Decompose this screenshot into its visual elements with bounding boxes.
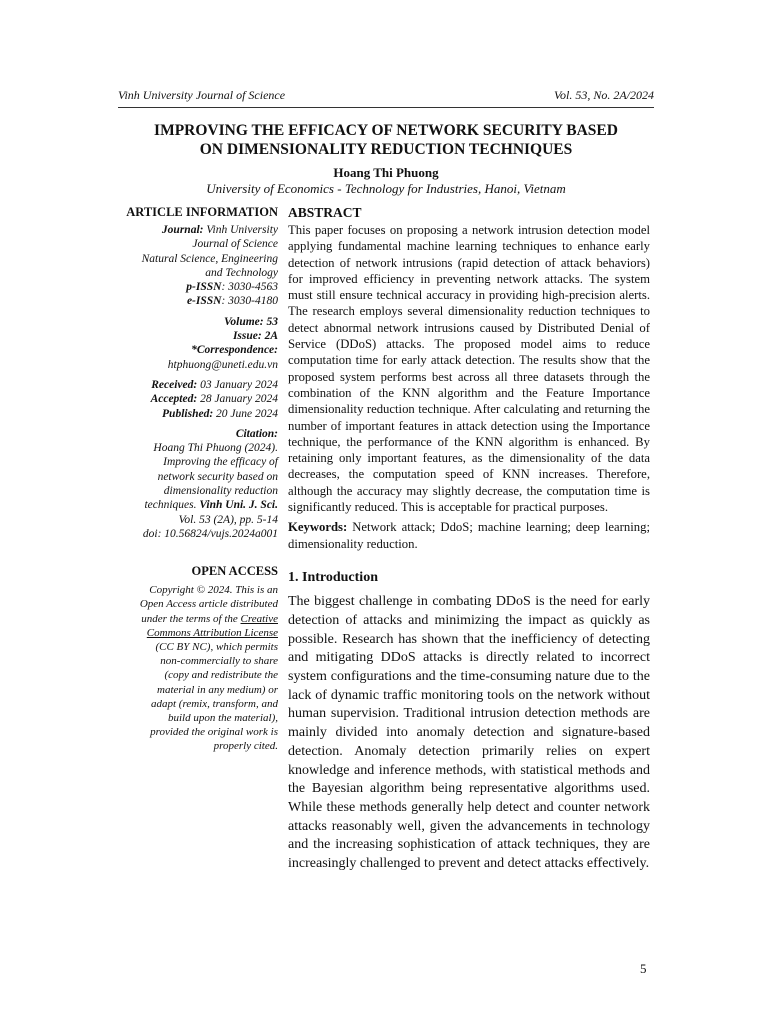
accepted-value: 28 January 2024 [197,393,278,406]
license-link-2[interactable]: Commons Attribution License [146,626,278,639]
introduction-text: The biggest challenge in combating DDoS is the need for early detection of attacks and minimizing the impact as quickly as possible. Research has shown that the inefficiency of detecting and mitigating DDoS attacks is directly related to incorrect system configurations and the time-consuming nature due to the lack of dynamic traffic monitoring tools on the network without human supervision. Traditional intrusion detection methods are mainly divided into anomaly detection and signature-based detection. Anomaly detection primarily relies on expert knowledge and inference methods, with statistical methods and the Bayesian algorithm being representative algorithms used. While these methods generally help detect and counter network attacks reasonably well, given the advancements in technology and the increasing sophistication of attack techniques, they are increasingly challenged to prevent and detect attacks effectively. [288,594,650,872]
received-label: Received: [151,378,198,391]
keywords-label: Keywords: [288,520,348,535]
citation-line-3: network security based on [157,470,278,483]
main-column [288,204,650,874]
journal-value-4: and Technology [205,266,278,279]
introduction-heading: 1. Introduction [288,569,378,585]
correspondence-label: *Correspondence: [191,344,278,357]
article-info-heading: ARTICLE INFORMATION [126,205,278,219]
copyright-line-2: Open Access article distributed [139,598,278,611]
copyright-line-8: adapt (remix, transform, and [150,697,278,710]
article-info-column [118,204,278,754]
eissn-value: : 3030-4180 [221,295,278,308]
copyright-line-9: build upon the material), [168,712,278,725]
citation-line-4: dimensionality reduction [163,485,278,498]
pissn-value: : 3030-4563 [221,281,278,294]
citation-journal-abbrev: Vinh Uni. J. Sci. [199,499,278,512]
abstract-text: This paper focuses on proposing a network intrusion detection model applying fundamental machine learning techniques to enhance early detection of network intrusions (rapid detection of attack behaviors) for improved efficiency in preventing network attacks. The system must still ensure technical accuracy in providing high-precision alerts. The research employs several dimensionality reduction techniques to detect abnormal network intrusions caused by Distributed Denial of Service (DDoS) attacks. The proposed model aims to reduce computation time for early attack detection. The results show that the proposed system performs best across all three datasets through the combination of the KNN algorithm and the Feature Importance dimensionality reduction technique. After calculating and returning the number of important features in attack detection using the Importance technique, the performance of the KNN algorithm is enhanced. By retaining only important features, as the dimensionality of the data decreases, the computation speed of KNN increases. Therefore, although the accuracy may slightly decrease, the computation time is significantly reduced. This is acceptable for practical purposes. [288,223,650,515]
open-access-heading: OPEN ACCESS [191,564,278,579]
paper-title [118,121,654,159]
volume-issue: Vol. 53, No. 2A/2024 [553,88,654,102]
pissn-label: p-ISSN [186,281,222,294]
accepted-label: Accepted: [150,393,198,406]
citation-line-5a: techniques. [144,499,200,512]
received-value: 03 January 2024 [197,378,278,391]
copyright-line-6: (copy and redistribute the [164,669,278,682]
affiliation: University of Economics - Technology for Industries, Hanoi, Vietnam [206,181,566,196]
volume: Volume: 53 [224,315,278,328]
journal-value-3: Natural Science, Engineering [141,252,278,265]
citation-label: Citation: [235,427,278,440]
author: Hoang Thi Phuong [333,165,439,180]
volume-info [118,315,278,372]
published-value: 20 June 2024 [213,407,278,420]
journal-label: Journal: [161,224,204,236]
copyright-line-3: under the terms of the [141,612,241,625]
dates-info [118,378,278,421]
title-line-2: ON DIMENSIONALITY REDUCTION TECHNIQUES [199,141,573,158]
journal-value-2: Journal of Science [192,238,278,251]
citation-doi[interactable]: doi: 10.56824/vujs.2024a001 [142,527,278,540]
journal-value-1: Vinh University [206,224,278,236]
published-label: Published: [162,407,214,420]
header-rule [118,107,654,108]
copyright-line-5: non-commercially to share [160,655,278,668]
license-link-1[interactable]: Creative [240,612,278,625]
journal-name: Vinh University Journal of Science [118,88,286,102]
page-number: 5 [640,961,647,976]
abstract-heading: ABSTRACT [288,205,362,220]
citation-info [118,427,278,541]
correspondence-email[interactable]: htphuong@uneti.edu.vn [167,358,278,371]
journal-info [118,223,278,309]
keywords-text: Network attack; DdoS; machine learning; deep learning; dimensionality reduction. [288,520,650,551]
copyright-line-10: provided the original work is [150,726,278,739]
copyright-line-4: (CC BY NC), which permits [155,641,278,654]
citation-line-2: Improving the efficacy of [163,456,278,469]
citation-line-6: Vol. 53 (2A), pp. 5-14 [178,513,278,526]
copyright-notice [118,583,278,753]
copyright-line-1: Copyright © 2024. This is an [149,584,278,597]
title-line-1: IMPROVING THE EFFICACY OF NETWORK SECURITY BASED [154,122,618,139]
issue: Issue: 2A [232,330,278,343]
citation-line-1: Hoang Thi Phuong (2024). [153,442,278,455]
running-header [118,88,654,103]
copyright-line-7: material in any medium) or [157,683,278,696]
copyright-line-11: properly cited. [213,740,278,753]
keywords [288,519,650,552]
eissn-label: e-ISSN [186,295,222,308]
